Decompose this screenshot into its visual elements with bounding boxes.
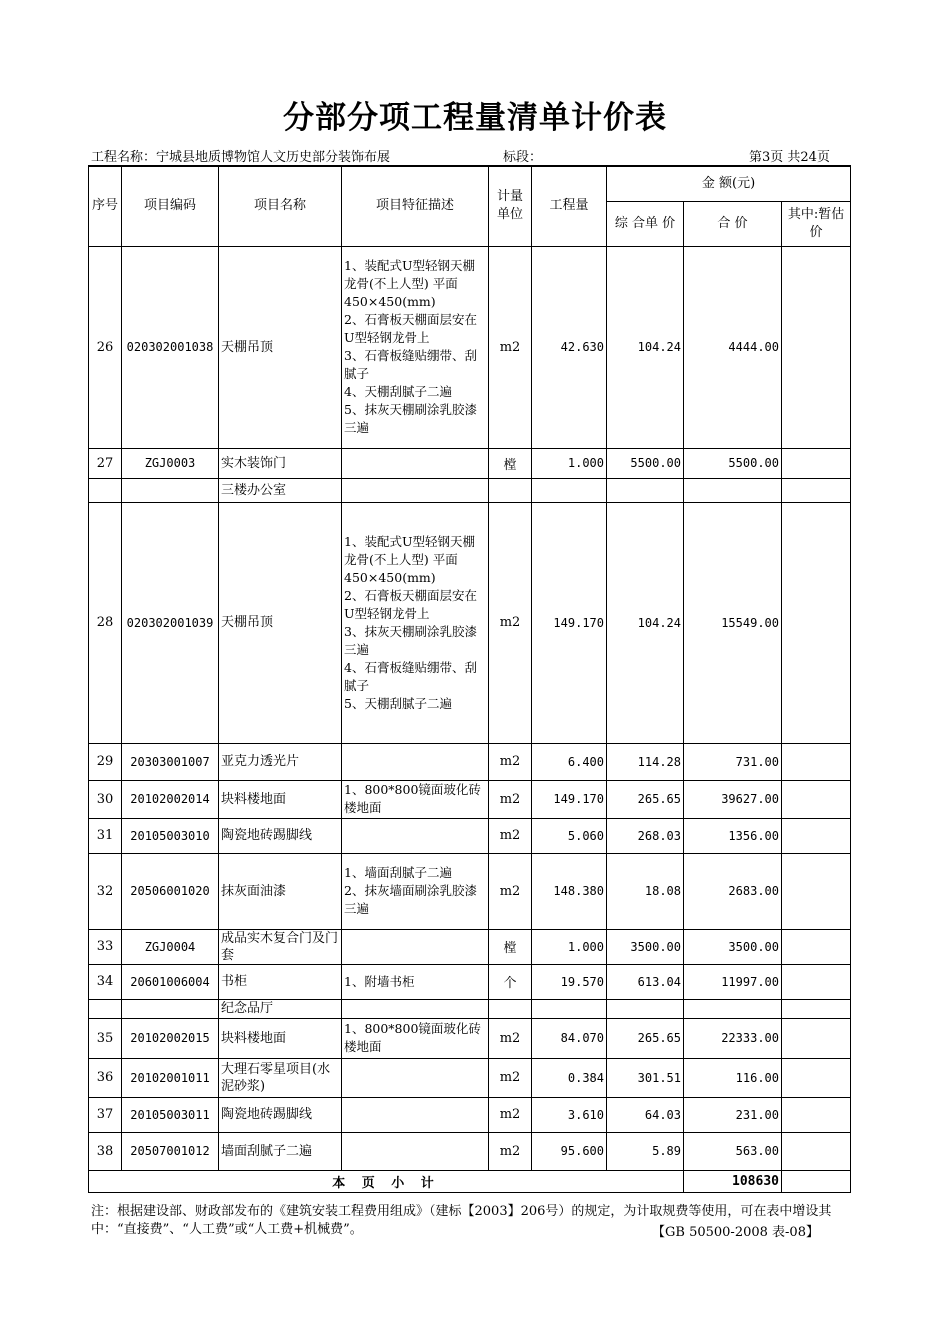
footnote: 注：根据建设部、财政部发布的《建筑安装工程费用组成》（建标【2003】206号）的规定，为计取规费等使用，可在表中增设其中：“直接费”、“人工费”或“人工费+机械费”。	[91, 1204, 832, 1237]
row-qty: 6.400	[532, 743, 607, 780]
row-seq: 27	[89, 448, 122, 478]
row-qty: 42.630	[532, 246, 607, 448]
row-total: 11997.00	[684, 964, 782, 999]
row-qty: 149.170	[532, 780, 607, 818]
subtotal-value: 108630	[684, 1170, 782, 1192]
row-estimate	[782, 780, 851, 818]
row-name: 块料楼地面	[219, 1018, 342, 1058]
subtotal-estimate	[782, 1170, 851, 1192]
row-estimate	[782, 1132, 851, 1170]
row-code: 20105003011	[122, 1097, 219, 1132]
row-code	[122, 999, 219, 1018]
row-total	[684, 478, 782, 502]
row-desc	[342, 1058, 489, 1097]
table-row	[89, 999, 851, 1018]
row-code: 20102001011	[122, 1058, 219, 1097]
row-estimate	[782, 502, 851, 743]
row-total: 5500.00	[684, 448, 782, 478]
row-estimate	[782, 1097, 851, 1132]
subtotal-label: 本 页 小 计	[89, 1170, 684, 1192]
row-total: 39627.00	[684, 780, 782, 818]
header-amount: 金 额(元)	[607, 166, 851, 201]
row-seq: 34	[89, 964, 122, 999]
row-unit-price	[607, 999, 684, 1018]
row-total: 4444.00	[684, 246, 782, 448]
row-seq: 32	[89, 853, 122, 929]
header-desc: 项目特征描述	[342, 166, 489, 246]
table-row	[89, 478, 851, 502]
row-name: 块料楼地面	[219, 780, 342, 818]
row-estimate	[782, 478, 851, 502]
row-estimate	[782, 964, 851, 999]
row-estimate	[782, 448, 851, 478]
row-unit-price: 5500.00	[607, 448, 684, 478]
row-estimate	[782, 1018, 851, 1058]
row-unit: 樘	[489, 929, 532, 964]
row-desc	[342, 929, 489, 964]
table-row	[89, 964, 851, 999]
row-unit-price: 18.08	[607, 853, 684, 929]
row-desc	[342, 743, 489, 780]
header-unit-price: 综 合单 价	[607, 201, 684, 246]
header-seq: 序号	[89, 166, 122, 246]
row-seq: 35	[89, 1018, 122, 1058]
page-title: 分部分项工程量清单计价表	[283, 100, 667, 136]
row-total: 15549.00	[684, 502, 782, 743]
row-seq: 30	[89, 780, 122, 818]
row-estimate	[782, 929, 851, 964]
row-name: 天棚吊顶	[219, 246, 342, 448]
row-desc: 1、800*800镜面玻化砖楼地面	[342, 1018, 489, 1058]
row-qty: 0.384	[532, 1058, 607, 1097]
row-unit-price: 3500.00	[607, 929, 684, 964]
row-desc: 1、装配式U型轻钢天棚龙骨(不上人型) 平面450×450(mm) 2、石膏板天棚面层安在U型轻钢龙骨上 3、抹灰天棚刷涂乳胶漆三遍 4、石膏板缝贴绷带、刮腻子 5、天棚刮腻子二遍	[342, 502, 489, 743]
row-estimate	[782, 743, 851, 780]
row-unit-price: 265.65	[607, 1018, 684, 1058]
row-seq: 28	[89, 502, 122, 743]
row-unit: m2	[489, 1132, 532, 1170]
row-desc: 1、墙面刮腻子二遍 2、抹灰墙面刷涂乳胶漆三遍	[342, 853, 489, 929]
row-unit-price: 104.24	[607, 502, 684, 743]
row-qty: 149.170	[532, 502, 607, 743]
row-desc: 1、800*800镜面玻化砖楼地面	[342, 780, 489, 818]
row-total: 231.00	[684, 1097, 782, 1132]
row-estimate	[782, 853, 851, 929]
row-name: 天棚吊顶	[219, 502, 342, 743]
row-unit-price: 114.28	[607, 743, 684, 780]
table-row	[89, 853, 851, 929]
row-total: 116.00	[684, 1058, 782, 1097]
header-unit: 计量单位	[489, 166, 532, 246]
row-total: 2683.00	[684, 853, 782, 929]
row-qty: 19.570	[532, 964, 607, 999]
row-seq: 29	[89, 743, 122, 780]
row-code: 020302001039	[122, 502, 219, 743]
row-estimate	[782, 246, 851, 448]
row-name: 陶瓷地砖踢脚线	[219, 1097, 342, 1132]
row-unit: m2	[489, 1018, 532, 1058]
header-name: 项目名称	[219, 166, 342, 246]
row-unit: 樘	[489, 448, 532, 478]
row-unit: m2	[489, 502, 532, 743]
row-total	[684, 999, 782, 1018]
row-seq: 26	[89, 246, 122, 448]
row-qty: 95.600	[532, 1132, 607, 1170]
row-name: 大理石零星项目(水泥砂浆)	[219, 1058, 342, 1097]
row-unit	[489, 999, 532, 1018]
row-unit	[489, 478, 532, 502]
table-row	[89, 780, 851, 818]
row-desc: 1、附墙书柜	[342, 964, 489, 999]
row-qty	[532, 478, 607, 502]
table-row	[89, 818, 851, 853]
row-seq	[89, 999, 122, 1018]
row-total: 563.00	[684, 1132, 782, 1170]
table-row	[89, 1132, 851, 1170]
page-indicator: 第3页 共24页	[749, 150, 830, 165]
row-estimate	[782, 1058, 851, 1097]
row-unit-price	[607, 478, 684, 502]
header-estimate: 其中:暂估价	[782, 201, 851, 246]
header-code: 项目编码	[122, 166, 219, 246]
table-row	[89, 246, 851, 448]
row-code	[122, 478, 219, 502]
row-qty: 1.000	[532, 929, 607, 964]
row-desc	[342, 478, 489, 502]
row-unit: m2	[489, 853, 532, 929]
row-code: 20303001007	[122, 743, 219, 780]
row-unit: m2	[489, 780, 532, 818]
row-code: 20102002015	[122, 1018, 219, 1058]
section-label: 标段：	[503, 150, 543, 165]
row-code: 20102002014	[122, 780, 219, 818]
row-unit: m2	[489, 818, 532, 853]
row-estimate	[782, 818, 851, 853]
row-total: 3500.00	[684, 929, 782, 964]
row-qty: 3.610	[532, 1097, 607, 1132]
row-total: 1356.00	[684, 818, 782, 853]
row-qty: 5.060	[532, 818, 607, 853]
row-code: 20601006004	[122, 964, 219, 999]
table-row	[89, 448, 851, 478]
row-code: ZGJ0003	[122, 448, 219, 478]
row-unit-price: 613.04	[607, 964, 684, 999]
row-name: 墙面刮腻子二遍	[219, 1132, 342, 1170]
row-desc	[342, 1097, 489, 1132]
standard-reference: 【GB 50500-2008 表-08】	[652, 1225, 819, 1240]
row-unit-price: 265.65	[607, 780, 684, 818]
row-code: 20507001012	[122, 1132, 219, 1170]
header-row-1	[89, 166, 851, 201]
row-seq: 38	[89, 1132, 122, 1170]
row-seq	[89, 478, 122, 502]
table-row	[89, 1058, 851, 1097]
row-unit-price: 5.89	[607, 1132, 684, 1170]
row-name: 实木装饰门	[219, 448, 342, 478]
row-code: 020302001038	[122, 246, 219, 448]
row-desc: 1、装配式U型轻钢天棚龙骨(不上人型) 平面450×450(mm) 2、石膏板天棚面层安在U型轻钢龙骨上 3、石膏板缝贴绷带、刮腻子 4、天棚刮腻子二遍 5、抹灰天棚刷涂乳胶漆三遍	[342, 246, 489, 448]
row-seq: 33	[89, 929, 122, 964]
row-estimate	[782, 999, 851, 1018]
table-row	[89, 502, 851, 743]
pricing-table	[88, 165, 851, 1193]
row-code: ZGJ0004	[122, 929, 219, 964]
row-total: 731.00	[684, 743, 782, 780]
row-qty: 84.070	[532, 1018, 607, 1058]
row-unit: m2	[489, 1097, 532, 1132]
project-name: 工程名称：宁城县地质博物馆人文历史部分装饰布展	[91, 150, 391, 165]
row-desc	[342, 999, 489, 1018]
row-unit: m2	[489, 1058, 532, 1097]
row-unit: 个	[489, 964, 532, 999]
row-code: 20105003010	[122, 818, 219, 853]
table-row	[89, 929, 851, 964]
table-row	[89, 743, 851, 780]
header-total: 合 价	[684, 201, 782, 246]
row-desc	[342, 1132, 489, 1170]
row-desc	[342, 818, 489, 853]
row-name: 纪念品厅	[219, 999, 342, 1018]
table-row	[89, 1018, 851, 1058]
row-seq: 31	[89, 818, 122, 853]
row-qty: 148.380	[532, 853, 607, 929]
row-code: 20506001020	[122, 853, 219, 929]
row-desc	[342, 448, 489, 478]
row-name: 抹灰面油漆	[219, 853, 342, 929]
row-unit-price: 64.03	[607, 1097, 684, 1132]
row-unit: m2	[489, 246, 532, 448]
row-name: 三楼办公室	[219, 478, 342, 502]
row-qty	[532, 999, 607, 1018]
row-seq: 37	[89, 1097, 122, 1132]
row-unit: m2	[489, 743, 532, 780]
row-unit-price: 301.51	[607, 1058, 684, 1097]
table-row	[89, 1097, 851, 1132]
row-name: 书柜	[219, 964, 342, 999]
row-unit-price: 104.24	[607, 246, 684, 448]
row-seq: 36	[89, 1058, 122, 1097]
row-name: 亚克力透光片	[219, 743, 342, 780]
row-name: 陶瓷地砖踢脚线	[219, 818, 342, 853]
subtotal-row	[89, 1170, 851, 1192]
row-name: 成品实木复合门及门套	[219, 929, 342, 964]
row-unit-price: 268.03	[607, 818, 684, 853]
row-qty: 1.000	[532, 448, 607, 478]
header-qty: 工程量	[532, 166, 607, 246]
row-total: 22333.00	[684, 1018, 782, 1058]
